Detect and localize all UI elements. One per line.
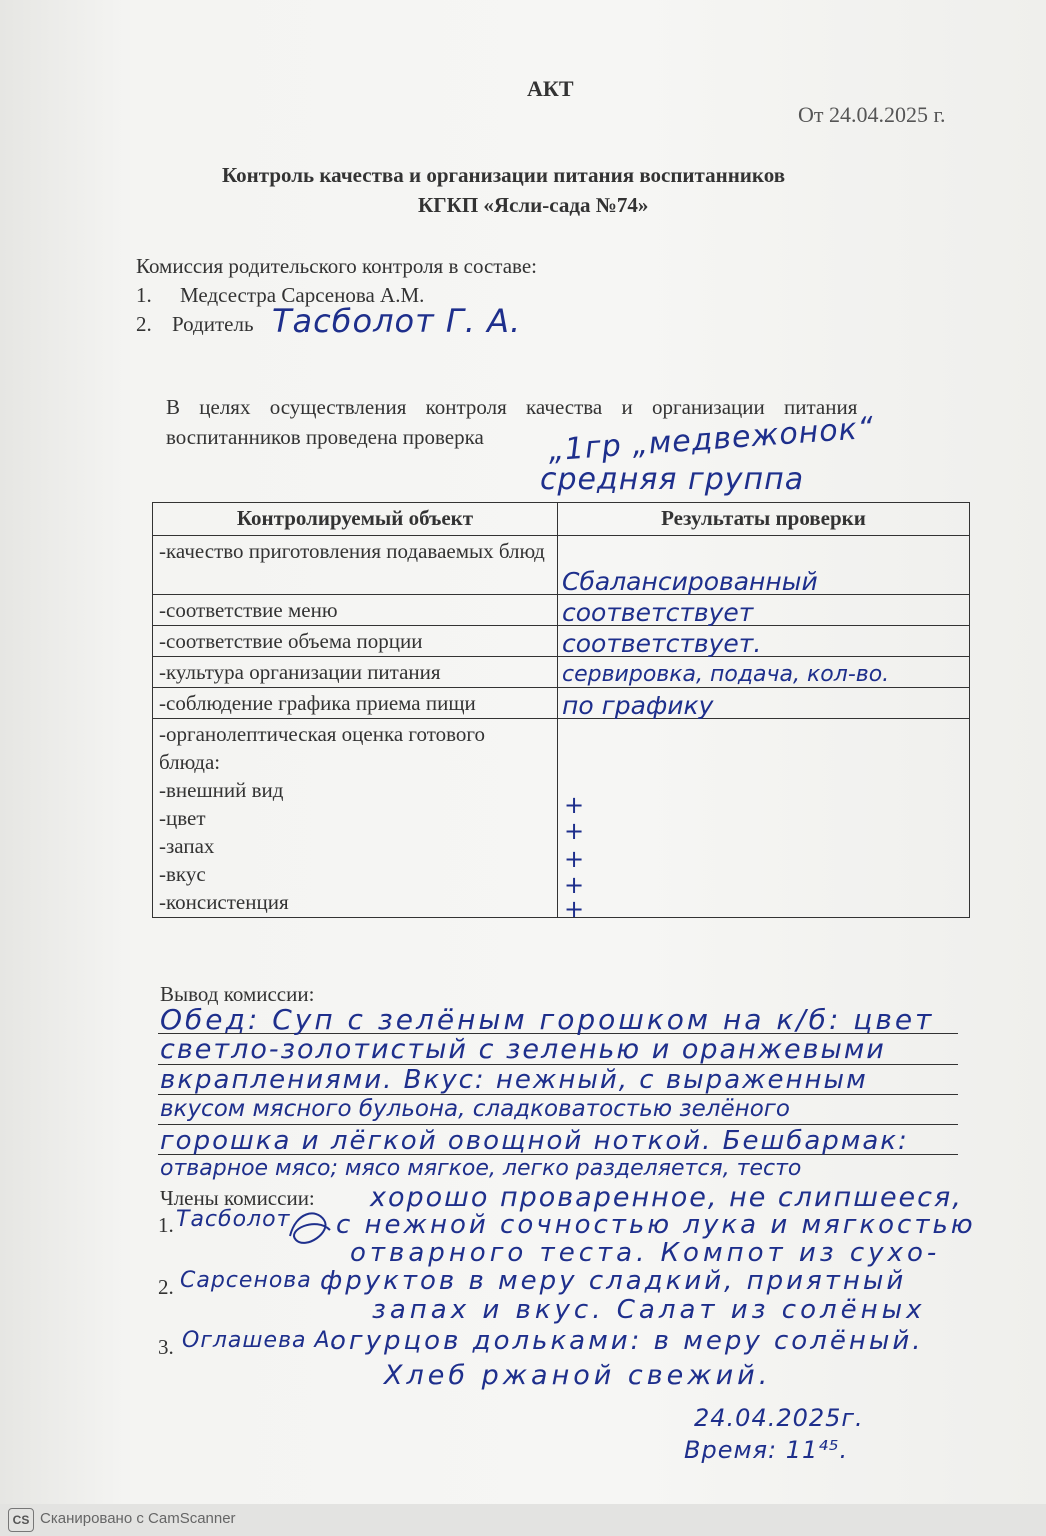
row-result-hand: соответствует. <box>562 629 762 658</box>
purpose-line-2: воспитанников проведена проверка <box>166 425 484 449</box>
conclusion-line: запах и вкус. Салат из солёных <box>372 1295 926 1325</box>
member-1-num: 1. <box>136 283 152 307</box>
doc-title: АКТ <box>527 76 574 101</box>
conclusion-line: Обед: Суп с зелёным горошком на к/б: цвет <box>160 1003 935 1036</box>
row-result-hand: соответствует <box>562 598 754 627</box>
conclusion-line: огурцов дольками: в меру солёный. <box>330 1326 924 1356</box>
plus-mark: + <box>564 791 585 819</box>
plus-mark: + <box>564 845 585 873</box>
member-1: Медсестра Сарсенова А.М. <box>180 283 425 307</box>
organoleptic-item: -вкус <box>159 862 206 886</box>
row-result-hand: сервировка, подача, кол-во. <box>562 662 890 687</box>
conclusion-line: светло-золотистый с зеленью и оранжевыми <box>160 1034 886 1065</box>
doc-subtitle-1: Контроль качества и организации питания воспитанников <box>222 163 786 187</box>
row-result-hand: по графику <box>562 691 714 720</box>
purpose-line-1: В целях осуществления контроля качества и организации питания <box>166 395 858 419</box>
plus-mark: + <box>564 871 585 899</box>
conclusion-line: с нежной сочностью лука и мягкостью <box>336 1210 976 1240</box>
table-row <box>153 688 970 719</box>
member-num: 1. <box>158 1213 174 1237</box>
signoff-time: Время: 11⁴⁵. <box>684 1436 849 1464</box>
table-row <box>153 595 970 626</box>
conclusion-line: фруктов в меру сладкий, приятный <box>320 1266 907 1296</box>
commission-intro: Комиссия родительского контроля в составе: <box>136 254 537 278</box>
conclusion-rule <box>158 1124 958 1125</box>
row-result <box>558 657 970 688</box>
table-row-organoleptic <box>153 719 970 918</box>
conclusion-line: вкусом мясного бульона, сладковатостью зелёного <box>160 1096 790 1122</box>
signoff-date: 24.04.2025г. <box>694 1404 864 1432</box>
conclusion-line: Хлеб ржаной свежий. <box>384 1360 772 1391</box>
table-header-row <box>153 503 970 536</box>
member-signature: Оглашева А. <box>182 1328 339 1353</box>
row-result <box>558 626 970 657</box>
row-result-hand: Сбалансированный <box>562 567 818 596</box>
member-signature: Сарсенова <box>180 1268 312 1293</box>
conclusion-line: хорошо проваренное, не слипшееся, <box>370 1182 963 1213</box>
scanner-footer-text: Сканировано с CamScanner <box>40 1510 236 1527</box>
row-object: -соответствие объема порции <box>153 626 558 657</box>
row-result <box>558 688 970 719</box>
organoleptic-item: -консистенция <box>159 890 289 914</box>
conclusion-line: отварное мясо; мясо мягкое, легко разделяется, тесто <box>160 1156 802 1181</box>
row-object: -соответствие меню <box>153 595 558 626</box>
conclusion-line: отварного теста. Компот из сухо- <box>350 1238 941 1268</box>
conclusion-line: горошка и лёгкой овощной ноткой. Бешбармак: <box>160 1126 909 1156</box>
row-result <box>558 595 970 626</box>
doc-date: От 24.04.2025 г. <box>798 102 946 127</box>
plus-mark: + <box>564 817 585 845</box>
table-header-result: Результаты проверки <box>558 503 970 536</box>
camscanner-logo-icon: CS <box>8 1508 34 1532</box>
member-2-label: Родитель <box>172 312 254 336</box>
table-row <box>153 657 970 688</box>
row-result <box>558 536 970 595</box>
row-object: -культура организации питания <box>153 657 558 688</box>
plus-mark: + <box>564 895 585 923</box>
table-row <box>153 536 970 595</box>
member-num: 3. <box>158 1335 174 1359</box>
member-2-num: 2. <box>136 312 152 336</box>
organoleptic-cell <box>153 719 558 918</box>
signature-scribble-icon <box>286 1206 334 1252</box>
organoleptic-results <box>558 719 970 923</box>
conclusion-label: Вывод комиссии: <box>160 982 315 1006</box>
table-row <box>153 626 970 657</box>
members-label: Члены комиссии: <box>160 1186 315 1210</box>
scanner-footer <box>0 1504 1046 1536</box>
member-num: 2. <box>158 1275 174 1299</box>
conclusion-line: вкраплениями. Вкус: нежный, с выраженным <box>160 1065 868 1095</box>
row-object: -качество приготовления подаваемых блюд <box>153 536 558 595</box>
member-signature: Тасболот <box>176 1207 291 1232</box>
purpose-hand-2: средняя группа <box>540 462 805 497</box>
organoleptic-item: -внешний вид <box>159 778 284 802</box>
organoleptic-item: -запах <box>159 834 215 858</box>
organoleptic-heading: -органолептическая оценка готового блюда: <box>159 722 486 774</box>
table-header-object: Контролируемый объект <box>153 503 558 536</box>
doc-subtitle-2: КГКП «Ясли-сада №74» <box>418 193 649 217</box>
inspection-table <box>152 502 970 923</box>
purpose-hand-1: „1гр „медвежонок“ <box>547 410 876 469</box>
organoleptic-item: -цвет <box>159 806 206 830</box>
member-2-handwritten: Тасболот Г. А. <box>272 302 522 340</box>
row-object: -соблюдение графика приема пищи <box>153 688 558 719</box>
